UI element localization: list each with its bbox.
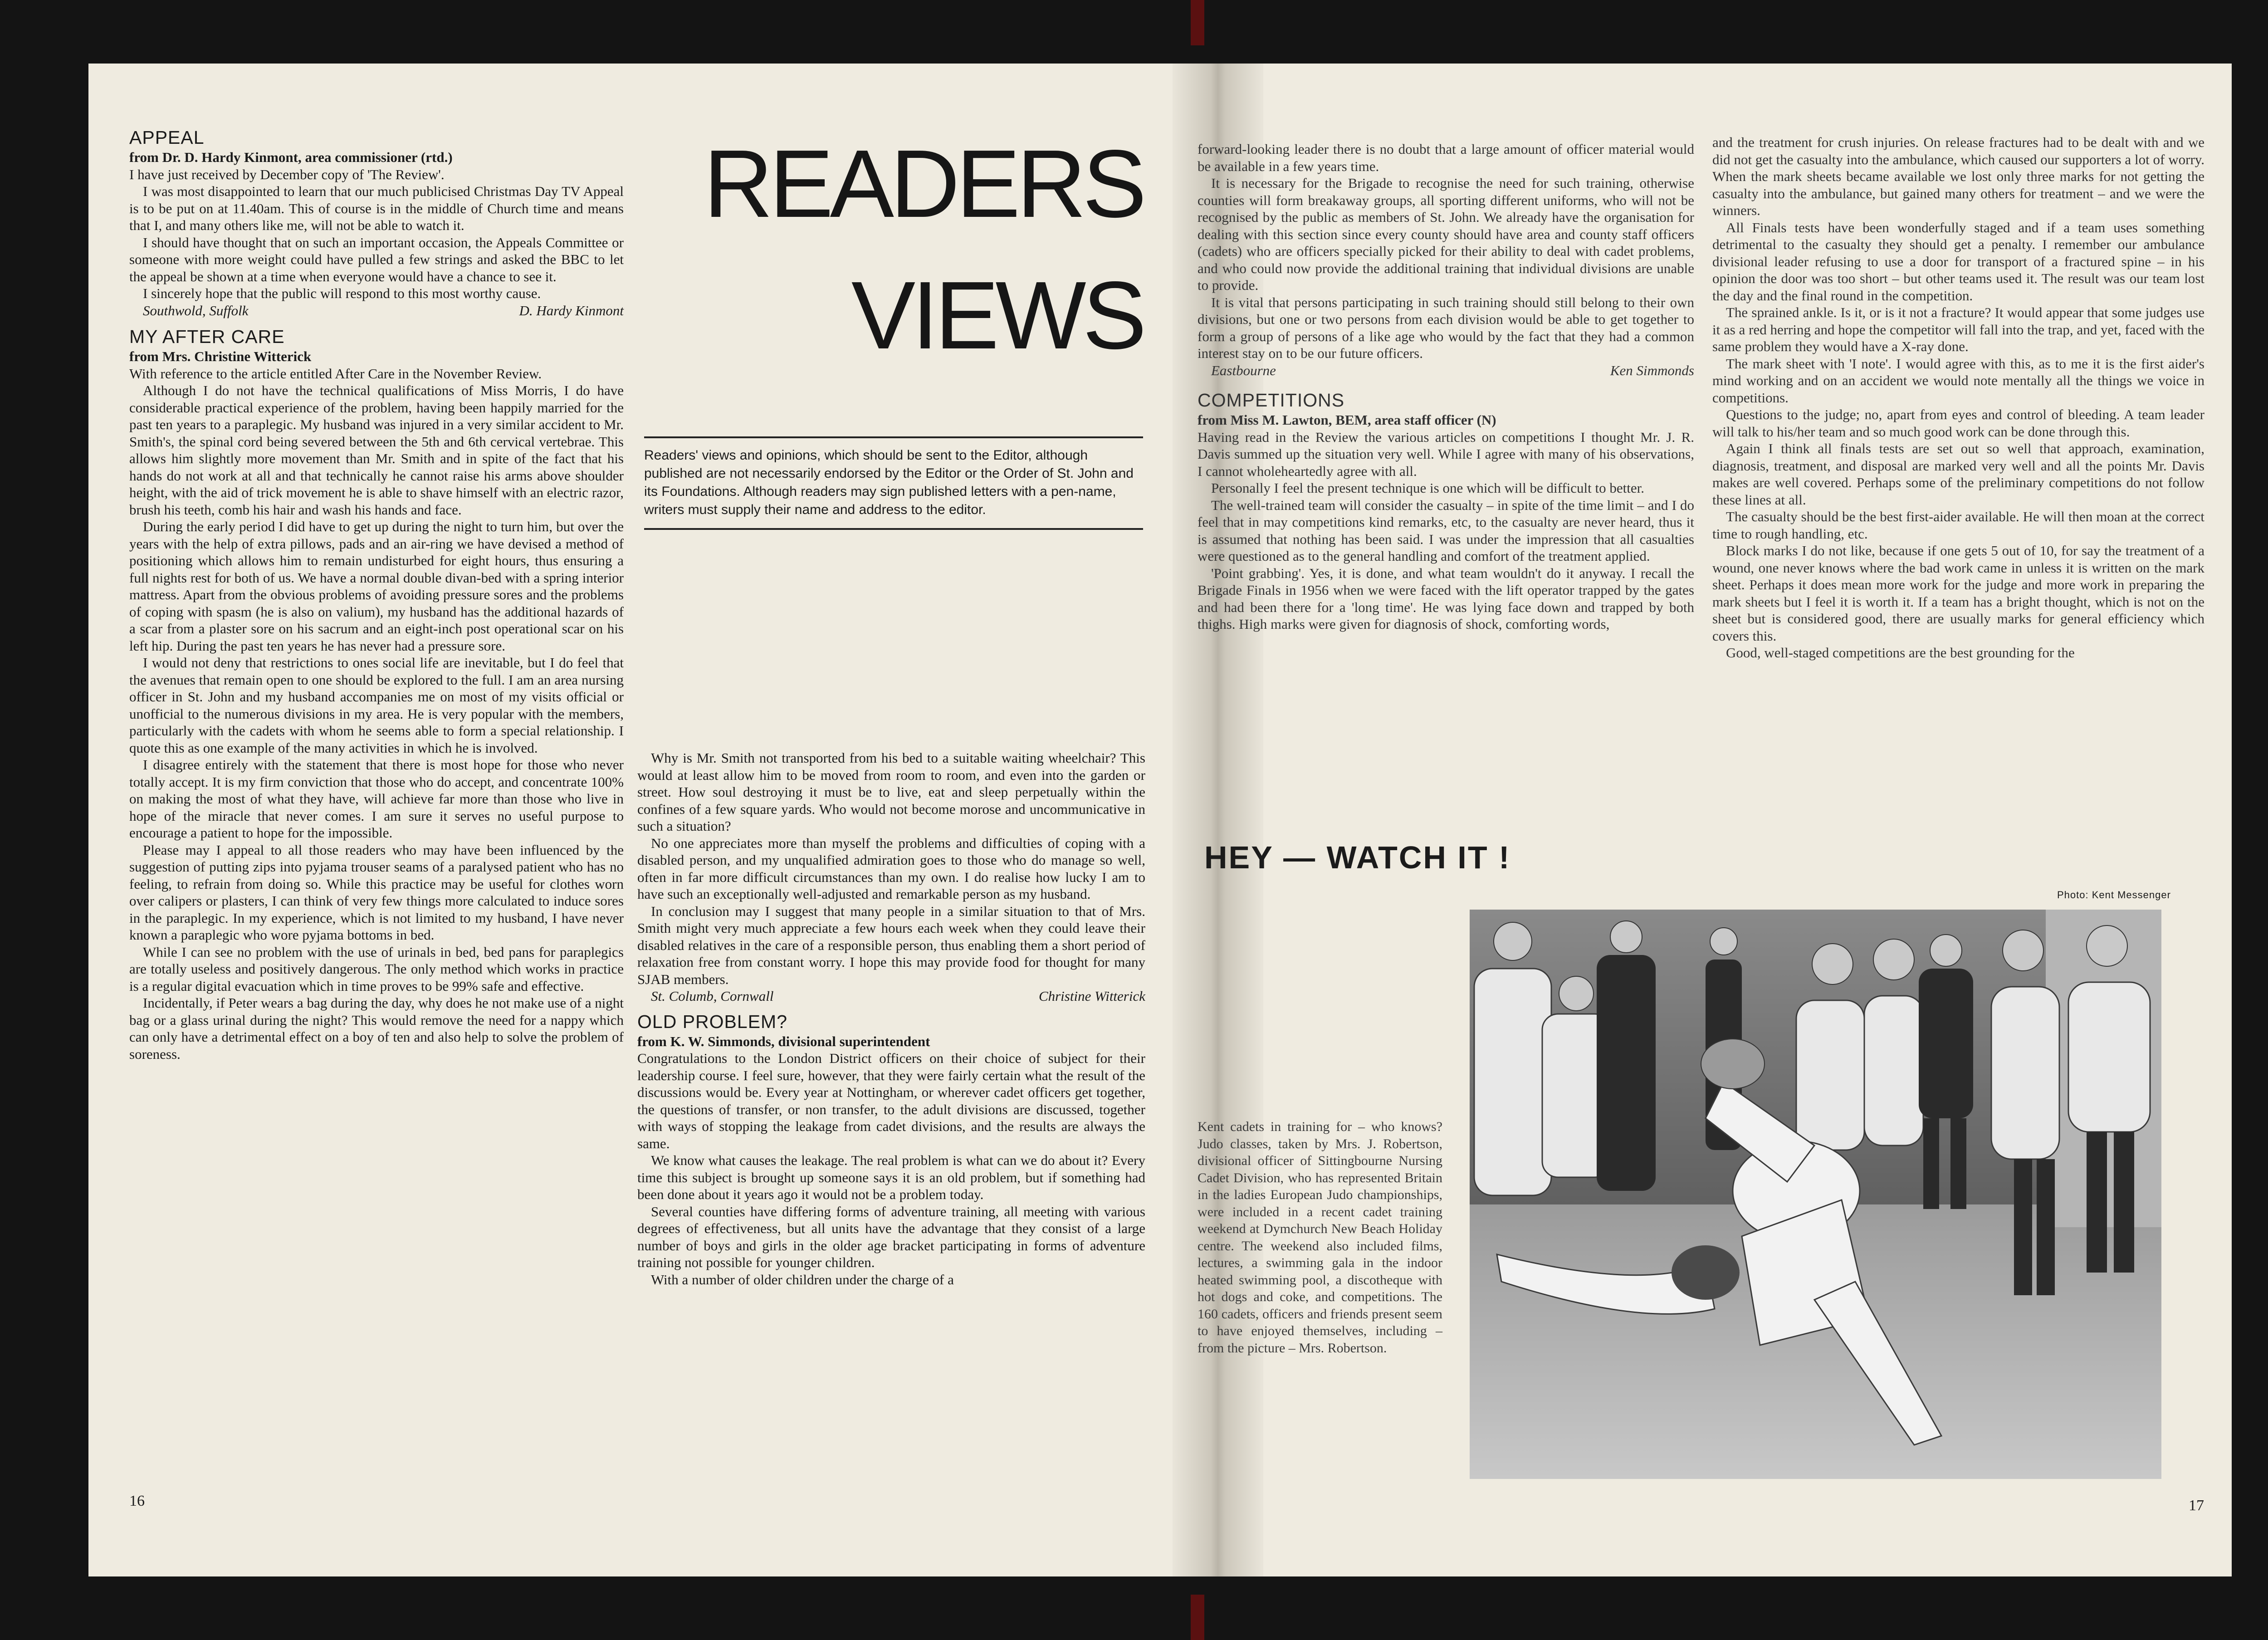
editorial-note: Readers' views and opinions, which should be sent to the Editor, although published are not necessarily endorsed by the Editor or the Order of St. John and its Foundations. Although readers may sign published letters with a pen-name, writers must supply their name and address to the editor. (644, 436, 1143, 530)
appeal-signature (129, 302, 624, 319)
magazine-spread (88, 64, 2232, 1576)
competitions-paragraph: Having read in the Review the various articles on competitions I thought Mr. J. R. Davis summed up the situation very well. While I agree with many of his observations, I cannot wholeheartedly agree with all. (1198, 429, 1694, 479)
photo-caption: Kent cadets in training for – who knows? Judo classes, taken by Mrs. J. Robertson, divisional officer of Sittingbourne Nursing Cadet Division, who has represented Britain in the ladies European Judo championships, were included in a recent cadet training weekend at Dymchurch New Beach Holiday centre. The weekend also included films, lectures, a swimming gala in the indoor heated swimming pool, a discotheque with hot dogs and coke, and competitions. The 160 cadets, officers and friends present seem to have enjoyed themselves, including – from the picture – Mrs. Robertson. (1198, 1119, 1442, 1356)
watch-it-heading: HEY — WATCH IT ! (1204, 840, 1511, 875)
aftercare-paragraph: With reference to the article entitled After Care in the November Review. (129, 365, 542, 382)
appeal-heading: APPEAL (129, 127, 205, 148)
photo-credit: Photo: Kent Messenger (2057, 889, 2171, 901)
bookmark-ribbon-top (1191, 0, 1204, 45)
old-problem-paragraph: It is vital that persons participating in such training should still belong to their own divisions, but one or two persons from each division would be able to get together to form a group of persons of a like age who would by the fact that they had a common interest stay on to be our future officers. (1198, 294, 1694, 361)
page-number-left: 16 (129, 1493, 145, 1509)
old-problem-paragraph: Congratulations to the London District officers on their choice of subject for their leadership course. I feel sure, however, that they were fairly certain what the result of the discussions would be. Every year at Nottingham, or wherever cadet officers get together, the questions of transfer, or non transfer, to the adult divisions are discussed, together with ways of stopping the leakage from cadet divisions, and the results are always the same. (637, 1050, 1145, 1151)
judo-photo (1470, 910, 2161, 1479)
aftercare-paragraph: I disagree entirely with the statement that there is most hope for those who never totally accept. It is my firm conviction that those who do accept, and concentrate 100% on making the most of what they have, will achieve far more than those who live in hope of the miracle that never comes. I am sure it serves no useful purpose to encourage a patient to hope for the impossible. (129, 757, 624, 841)
old-problem-author: Ken Simmonds (1610, 362, 1694, 378)
appeal-paragraph: I sincerely hope that the public will respond to this most worthy cause. (143, 285, 541, 301)
old-problem-paragraph: Several counties have differing forms of adventure training, all meeting with various degrees of effectiveness, but all units have the advantage that they consist of a large number of boys and girls in the older age bracket participating in forms of adventure training not possible for younger children. (637, 1203, 1145, 1270)
old-problem-paragraph: We know what causes the leakage. The real problem is what can we do about it? Every time this subject is brought up someone says it is an old problem, but if something had been done about it years ago it would not be a problem today. (637, 1152, 1145, 1202)
aftercare-paragraph: Please may I appeal to all those readers who may have been influenced by the suggestion of putting zips into pyjama trouser seams of a paralysed patient who has no feeling, to refrain from doing so. While this practice may be useful for clothes worn over calipers or plasters, I can think of very few things more calculated to induce sores in the paraplegic. In my experience, which is not limited to my husband, I have never known a paraplegic who wore pyjama bottoms in bed. (129, 842, 624, 943)
competitions-paragraph: and the treatment for crush injuries. On release fractures had to be dealt with and we did not get the casualty into the ambulance, which caused our supporters a lot of worry. When the mark sheets became available we lost only three marks for not getting the casualty into the ambulance, but gained many others for treatment – and we were the winners. (1712, 134, 2204, 218)
aftercare-paragraph: Why is Mr. Smith not transported from his bed to a suitable waiting wheelchair? This would at least allow him to be moved from room to room, and even into the garden or street. How soul destroying it must be to live, eat and sleep perpetually within the confines of a few square yards. Who would not become morose and uncommunicative in such a situation? (637, 750, 1145, 834)
aftercare-author: Christine Witterick (1038, 988, 1145, 1004)
aftercare-paragraph: No one appreciates more than myself the problems and difficulties of coping with a disabled person, and my unqualified admiration goes to those who do manage so well, often in far more difficult circumstances than my own. I do realise how lucky I am to have such an exceptionally well-adjusted and remarkable person as my husband. (637, 835, 1145, 902)
old-problem-signature (1198, 362, 1694, 379)
readers-title: READERS (704, 130, 1143, 237)
competitions-byline: from Miss M. Lawton, BEM, area staff officer (N) (1198, 412, 1496, 428)
competitions-paragraph: All Finals tests have been wonderfully staged and if a team uses something detrimental to the casualty they should get a penalty. I remember our ambulance divisional leader refusing to use a door for transport of a fractured spine – in his opinion the door was too short – but other teams used it. The result was our team lost the day and the final round in the competition. (1712, 219, 2204, 304)
aftercare-paragraph: In conclusion may I suggest that many people in a similar situation to that of Mrs. Smith might very much appreciate a few hours each week when they could leave their disabled relatives in the care of a responsible person, thus enabling them a short period of relaxation free from constant worry. I hope this may provide food for thought for many SJAB members. (637, 903, 1145, 987)
competitions-paragraph: The well-trained team will consider the casualty – in spite of the time limit – and I do feel that in may competitions kind remarks, etc, to the casualty are never heard, thus it is assumed that nothing has been said. I was under the impression that all casualties were questioned as to the general handling and comfort of the treatment applied. (1198, 497, 1694, 564)
aftercare-paragraph: Although I do not have the technical qualifications of Miss Morris, I do have considerable practical experience of the problem, having been happily married for the past ten years to a paraplegic. My husband was injured in a very similar accident to Mr. Smith's, the spinal cord being severed between the 5th and 6th cervical vertebrae. This allows him slightly more movement than Mr. Smith and in spite of the fact that his hands do not work at all and that technically he cannot raise his arms above shoulder height, with the aid of trick movement he is able to shave himself with an electric razor, brush his teeth, comb his hair and wash his hands and face. (129, 382, 624, 518)
aftercare-place: St. Columb, Cornwall (651, 988, 774, 1004)
old-problem-byline: from K. W. Simmonds, divisional superintendent (637, 1033, 930, 1049)
old-problem-paragraph: It is necessary for the Brigade to recognise the need for such training, otherwise counties will form breakaway groups, all sporting different uniforms, who will not be recognised by the public as members of St. John. We already have the organisation for dealing with this section since every county should have area and county staff officers (cadets) who are officers specially picked for their ability to deal with cadet problems, and who could now provide the additional training that individual divisions are unable to provide. (1198, 175, 1694, 293)
competitions-heading: COMPETITIONS (1198, 390, 1345, 411)
aftercare-signature (637, 988, 1145, 1005)
competitions-paragraph: Questions to the judge; no, apart from eyes and control of bleeding. A team leader will talk to his/her team and so much good work can be done through this. (1712, 406, 2204, 440)
competitions-paragraph: The casualty should be the best first-aider available. He will then moan at the correct time to rough handling, etc. (1712, 509, 2204, 542)
views-title: VIEWS (851, 261, 1143, 369)
right-page-column-2 (1712, 134, 2204, 661)
aftercare-paragraph: During the early period I did have to get up during the night to turn him, but over the years with the help of extra pillows, pads and an air-ring we have devised a method of positioning which allows him to remain undisturbed for eight hours, thus ensuring a full nights rest for both of us. We have a normal double divan-bed with a spring interior mattress. Apart from the obvious problems of avoiding pressure sores and the problems of coping with spasm (he is also on valium), my husband has the additional hazards of a scar from a plaster sore on his sacrum and an eight-inch post operational scar on his left hip. During the past ten years he has never had a pressure sore. (129, 519, 624, 654)
judo-photo-illustration (1470, 910, 2161, 1479)
appeal-byline: from Dr. D. Hardy Kinmont, area commissioner (rtd.) (129, 149, 453, 165)
old-problem-paragraph: forward-looking leader there is no doubt that a large amount of officer material would be available in a few years time. (1198, 141, 1694, 174)
old-problem-paragraph: With a number of older children under the charge of a (651, 1271, 954, 1288)
appeal-author: D. Hardy Kinmont (519, 302, 624, 318)
aftercare-paragraph: Incidentally, if Peter wears a bag during the day, why does he not make use of a night bag or a glass urinal during the night? This would remove the need for a nappy which can only have a detrimental effect on a boy of ten and also help to solve the problem of soreness. (129, 995, 624, 1062)
right-page-column-1 (1198, 141, 1694, 633)
competitions-paragraph: Good, well-staged competitions are the best grounding for the (1726, 645, 2075, 661)
bookmark-ribbon-bottom (1191, 1595, 1204, 1640)
appeal-place: Southwold, Suffolk (143, 302, 249, 318)
aftercare-byline: from Mrs. Christine Witterick (129, 348, 312, 364)
competitions-paragraph: 'Point grabbing'. Yes, it is done, and what team wouldn't do it anyway. I recall the Brigade Finals in 1956 when we were faced with the lift operator trapped by the gates and had been there for a 'long time'. He was lying face down and trapped by both thighs. High marks were given for diagnosis of shock, comforting words, (1198, 565, 1694, 632)
competitions-paragraph: The sprained ankle. Is it, or is it not a fracture? It would appear that some judges use it as a red herring and hope the competitor will fall into the trap, and yet, faced with the same problem they would have a X-ray done. (1712, 304, 2204, 354)
competitions-paragraph: Again I think all finals tests are set out so well that approach, examination, diagnosis, treatment, and disposal are marked very well and all the points Mr. Davis makes are well covered. Perhaps some of the preliminary competitions do not follow these lines at all. (1712, 441, 2204, 508)
left-page-column-2 (637, 749, 1145, 1288)
old-problem-place: Eastbourne (1211, 362, 1276, 378)
appeal-paragraph: I have just received by December copy of 'The Review'. (129, 166, 445, 182)
competitions-paragraph: The mark sheet with 'I note'. I would agree with this, as to me it is the first aider's mind working and on an accident we would note mentally all the things we voice in competitions. (1712, 355, 2204, 406)
appeal-paragraph: I was most disappointed to learn that our much publicised Christmas Day TV Appeal is to be put on at 11.40am. This of course is in the middle of Church time and means that I, and many others like me, will not be able to watch it. (129, 183, 624, 233)
appeal-paragraph: I should have thought that on such an important occasion, the Appeals Committee or someone with more weight could have pulled a few strings and asked the BBC to let the appeal be shown at a time when everyone would have a chance to see it. (129, 234, 624, 284)
competitions-paragraph: Block marks I do not like, because if one gets 5 out of 10, for say the treatment of a wound, one never knows where the bad work came in unless it is written on the mark sheet. Perhaps it does mean more work for the judge and more work in preparing the mark sheets but I feel it is worth it. If a team has a bright thought, which is not on the sheet but is considered good, there are usually marks for general efficiency which covers this. (1712, 543, 2204, 644)
old-problem-heading: OLD PROBLEM? (637, 1011, 787, 1032)
left-page-column-1 (129, 126, 624, 1062)
aftercare-paragraph: While I can see no problem with the use of urinals in bed, bed pans for paraplegics are totally useless and positively dangerous. The only method which works in practice is a regular digital evacuation which in time proves to be 99% safe and effective. (129, 944, 624, 994)
aftercare-heading: MY AFTER CARE (129, 326, 285, 347)
competitions-paragraph: Personally I feel the present technique is one which will be difficult to better. (1211, 480, 1644, 496)
page-number-right: 17 (2189, 1497, 2204, 1514)
aftercare-paragraph: I would not deny that restrictions to ones social life are inevitable, but I do feel that the avenues that remain open to one should be explored to the full. I am an area nursing officer in St. John and my husband accompanies me on most of my visits official or unofficial to the numerous divisions in my area. He is very popular with the members, particularly with the cadets with whom he seems able to form a special relationship. I quote this as one example of the many activities in which he is involved. (129, 655, 624, 756)
